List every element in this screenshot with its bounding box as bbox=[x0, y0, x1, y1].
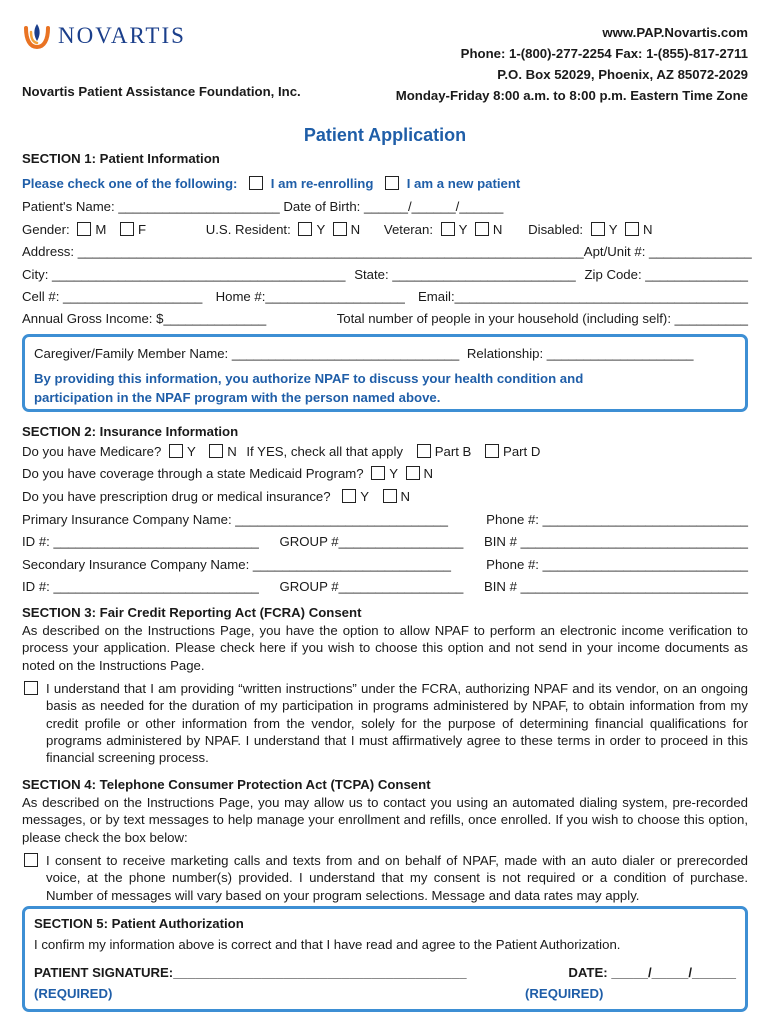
caregiver-name-field[interactable]: Caregiver/Family Member Name: _______________________________ bbox=[34, 346, 460, 361]
date-field[interactable]: DATE: _____/_____/______ bbox=[568, 965, 736, 980]
reenroll-checkbox[interactable] bbox=[249, 176, 263, 190]
secondary-bin-field[interactable]: BIN # _______________________________ bbox=[483, 579, 748, 594]
secondary-insurance-row bbox=[22, 556, 748, 573]
veteran-n-label: N bbox=[492, 222, 503, 237]
caregiver-authorization bbox=[34, 369, 736, 407]
date-required: (REQUIRED) bbox=[525, 986, 604, 1001]
veteran-label: Veteran: bbox=[383, 222, 433, 237]
cell-field[interactable]: Cell #: ___________________ bbox=[22, 289, 203, 304]
page-title: Patient Application bbox=[303, 125, 467, 145]
medicare-question: Do you have Medicare? bbox=[22, 444, 162, 459]
section3-heading: SECTION 3: Fair Credit Reporting Act (FCRA) Consent bbox=[22, 605, 362, 620]
rx-row bbox=[22, 488, 748, 505]
section5-heading: SECTION 5: Patient Authorization bbox=[34, 916, 244, 931]
signature-field[interactable]: PATIENT SIGNATURE:________________________________________ bbox=[34, 965, 467, 980]
new-patient-checkbox[interactable] bbox=[385, 176, 399, 190]
primary-insurance-row bbox=[22, 511, 748, 528]
disabled-y-checkbox[interactable] bbox=[591, 222, 605, 236]
gender-f-label: F bbox=[138, 222, 147, 237]
medicaid-row bbox=[22, 465, 748, 482]
hours: Monday-Friday 8:00 a.m. to 8:00 p.m. Eastern Time Zone bbox=[395, 88, 748, 103]
fcra-description: As described on the Instructions Page, you have the option to allow NPAF to perform an electronic income verification to process your application. Please check here if you wish to choose this option and not send in your income documents as noted on the Instructions Page. bbox=[22, 623, 748, 673]
veteran-n-checkbox[interactable] bbox=[475, 222, 489, 236]
section2-heading: SECTION 2: Insurance Information bbox=[22, 424, 239, 439]
part-d-checkbox[interactable] bbox=[485, 444, 499, 458]
contact-info bbox=[396, 22, 748, 106]
veteran-y-checkbox[interactable] bbox=[441, 222, 455, 236]
medicare-y-checkbox[interactable] bbox=[169, 444, 183, 458]
rx-n-checkbox[interactable] bbox=[383, 489, 397, 503]
disabled-n-checkbox[interactable] bbox=[625, 222, 639, 236]
secondary-ids-row bbox=[22, 578, 748, 595]
part-d-label: Part D bbox=[503, 444, 541, 459]
novartis-logo bbox=[22, 22, 186, 50]
us-resident-n-checkbox[interactable] bbox=[333, 222, 347, 236]
brand-name: NOVARTIS bbox=[58, 23, 186, 48]
income-row bbox=[22, 310, 748, 327]
gender-m-checkbox[interactable] bbox=[77, 222, 91, 236]
medicare-n-label: N bbox=[227, 444, 237, 459]
secondary-insurance-field[interactable]: Secondary Insurance Company Name: ___________________________ bbox=[22, 557, 451, 572]
email-field[interactable]: Email:________________________________________ bbox=[417, 289, 748, 304]
city-field[interactable]: City: ________________________________________ bbox=[22, 267, 346, 282]
relationship-field[interactable]: Relationship: ____________________ bbox=[466, 346, 694, 361]
medicaid-n-checkbox[interactable] bbox=[406, 466, 420, 480]
phone-email-row bbox=[22, 288, 748, 305]
tcpa-consent-checkbox[interactable] bbox=[24, 853, 38, 867]
apt-field[interactable]: Apt/Unit #: ______________ bbox=[583, 244, 752, 259]
demographics-row bbox=[22, 221, 748, 238]
us-resident-n-label: N bbox=[350, 222, 361, 237]
us-resident-y-label: Y bbox=[316, 222, 325, 237]
signature-row bbox=[34, 964, 736, 982]
veteran-y-label: Y bbox=[458, 222, 468, 237]
enrollment-choice-row bbox=[22, 175, 748, 192]
primary-phone-field[interactable]: Phone #: ____________________________ bbox=[486, 512, 748, 527]
gender-f-checkbox[interactable] bbox=[120, 222, 134, 236]
new-patient-label: I am a new patient bbox=[406, 176, 521, 191]
medicare-n-checkbox[interactable] bbox=[209, 444, 223, 458]
secondary-id-field[interactable]: ID #: ____________________________ bbox=[22, 579, 259, 594]
state-field[interactable]: State: _________________________ bbox=[354, 267, 576, 282]
primary-bin-field[interactable]: BIN # _______________________________ bbox=[483, 534, 748, 549]
part-b-label: Part B bbox=[434, 444, 472, 459]
tcpa-consent-item bbox=[22, 852, 748, 904]
household-field[interactable]: Total number of people in your household (including self): __________ bbox=[336, 311, 748, 326]
tcpa-description: As described on the Instructions Page, you may allow us to contact you using an automated dialing system, pre-recorded messages, or by text messages to help manage your enrollment and refills, once enrolled. If you wish to choose this option, please check the box below: bbox=[22, 795, 748, 845]
phone-fax: Phone: 1-(800)-277-2254 Fax: 1-(855)-817-2711 bbox=[460, 46, 748, 61]
home-phone-field[interactable]: Home #:___________________ bbox=[215, 289, 405, 304]
address-row bbox=[22, 243, 752, 260]
signature-required: (REQUIRED) bbox=[34, 986, 113, 1001]
fcra-consent-text: I understand that I am providing “written instructions” under the FCRA, authorizing NPAF and its vendor, on an ongoing basis as needed for the duration of my participation in programs administered by NPAF, to obtain information from my credit profile or other information from the vendor, solely for the purpose of determining financial qualifications for programs administered by NPAF. I understand that I must affirmatively agree to these terms in order to proceed in this financial screening process. bbox=[46, 681, 748, 766]
secondary-phone-field[interactable]: Phone #: ____________________________ bbox=[486, 557, 748, 572]
fcra-consent-item bbox=[22, 680, 748, 766]
name-dob-row bbox=[22, 198, 748, 215]
if-yes-label: If YES, check all that apply bbox=[246, 444, 404, 459]
disabled-y-label: Y bbox=[608, 222, 618, 237]
foundation-name: Novartis Patient Assistance Foundation, Inc. bbox=[22, 84, 301, 99]
dob-field[interactable]: Date of Birth: ______/______/______ bbox=[283, 199, 504, 214]
city-row bbox=[22, 266, 748, 283]
zip-field[interactable]: Zip Code: ______________ bbox=[584, 267, 748, 282]
primary-group-field[interactable]: GROUP #_________________ bbox=[279, 534, 464, 549]
check-prompt: Please check one of the following: bbox=[22, 176, 238, 191]
authorization-confirm: I confirm my information above is correct and that I have read and agree to the Patient Authorization. bbox=[34, 937, 621, 952]
medicaid-y-label: Y bbox=[389, 466, 398, 481]
authorization-box bbox=[22, 906, 748, 1012]
caregiver-auth-line2: participation in the NPAF program with the person named above. bbox=[34, 390, 441, 405]
medicare-row bbox=[22, 443, 748, 460]
medicaid-y-checkbox[interactable] bbox=[371, 466, 385, 480]
medicaid-question: Do you have coverage through a state Medicaid Program? bbox=[22, 466, 364, 481]
rx-y-label: Y bbox=[360, 489, 369, 504]
rx-n-label: N bbox=[400, 489, 411, 504]
disabled-n-label: N bbox=[643, 222, 653, 237]
primary-ids-row bbox=[22, 533, 748, 550]
gender-m-label: M bbox=[95, 222, 107, 237]
caregiver-auth-line1: By providing this information, you authorize NPAF to discuss your health condition and bbox=[34, 371, 584, 386]
us-resident-label: U.S. Resident: bbox=[205, 222, 291, 237]
address-field[interactable]: Address: _____________________________________________________________________ bbox=[22, 244, 584, 259]
disabled-label: Disabled: bbox=[528, 222, 584, 237]
primary-insurance-field[interactable]: Primary Insurance Company Name: _____________________________ bbox=[22, 512, 448, 527]
reenroll-label: I am re-enrolling bbox=[270, 176, 374, 191]
website: www.PAP.Novartis.com bbox=[602, 25, 748, 40]
gender-label: Gender: bbox=[22, 222, 70, 237]
us-resident-y-checkbox[interactable] bbox=[298, 222, 312, 236]
caregiver-box bbox=[22, 334, 748, 412]
fcra-consent-checkbox[interactable] bbox=[24, 681, 38, 695]
po-box: P.O. Box 52029, Phoenix, AZ 85072-2029 bbox=[497, 67, 748, 82]
medicaid-n-label: N bbox=[423, 466, 434, 481]
section1-heading: SECTION 1: Patient Information bbox=[22, 151, 220, 166]
page-header bbox=[0, 0, 770, 110]
primary-id-field[interactable]: ID #: ____________________________ bbox=[22, 534, 259, 549]
section4-heading: SECTION 4: Telephone Consumer Protection Act (TCPA) Consent bbox=[22, 777, 431, 792]
patient-name-field[interactable]: Patient's Name: ______________________ bbox=[22, 199, 280, 214]
medicare-y-label: Y bbox=[186, 444, 196, 459]
part-b-checkbox[interactable] bbox=[417, 444, 431, 458]
rx-y-checkbox[interactable] bbox=[342, 489, 356, 503]
caregiver-row bbox=[34, 345, 736, 362]
tcpa-consent-text: I consent to receive marketing calls and texts from and on behalf of NPAF, made with an auto dialer or prerecorded voice, at the phone number(s) provided. I understand that my consent is not required or a condition of purchase. Number of messages will vary based on your program selections. Message and data rates may apply. bbox=[46, 853, 748, 903]
secondary-group-field[interactable]: GROUP #_________________ bbox=[279, 579, 464, 594]
income-field[interactable]: Annual Gross Income: $______________ bbox=[22, 311, 267, 326]
novartis-flame-icon bbox=[22, 22, 52, 50]
rx-question: Do you have prescription drug or medical insurance? bbox=[22, 489, 331, 504]
